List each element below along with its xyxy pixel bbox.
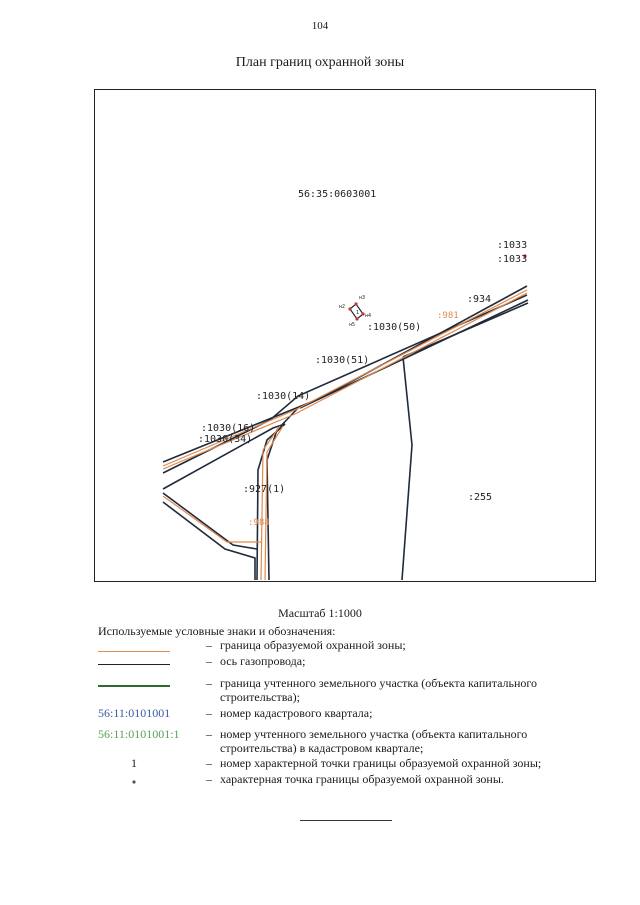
quarter-number-symbol: 56:11:0101001 [98, 706, 171, 720]
zone-point-number: н5 [349, 322, 356, 328]
parcel-number-label: :934 [467, 294, 492, 305]
parcel-number-label: :927(1) [243, 484, 286, 495]
point-number-symbol: 1 [131, 756, 137, 770]
zone-point-number: н2 [339, 304, 346, 310]
legend-dash: – [206, 654, 212, 668]
parcel-number-label: :1030(34) [198, 434, 253, 445]
zone-point-number: н3 [359, 295, 366, 301]
legend-text: номер учтенного земельного участка (объекта капитального строительства) в кадастровом квартале; [220, 727, 528, 755]
parcel-number-label: :984 [248, 518, 270, 528]
legend-text: номер характерной точки границы образуемой охранной зоны; [220, 756, 542, 770]
parcel-number-label: :1030(16) [201, 423, 256, 434]
legend-dash: – [206, 727, 212, 741]
legend-text: ось газопровода; [220, 654, 306, 668]
page-title: План границ охранной зоны [235, 55, 405, 70]
parcel-number-label: :1033 [497, 240, 528, 251]
legend-text: граница учтенного земельного участка (объекта капитального строительства); [220, 676, 538, 704]
zone-point-symbol-icon [98, 772, 170, 786]
parcel-boundary-line [163, 493, 257, 549]
boundary-map [95, 90, 596, 582]
zone-point-icon [348, 307, 351, 310]
parcel-number-label: :1030(50) [367, 322, 422, 333]
parcel-number-symbol: 56:11:0101001:1 [98, 727, 180, 741]
zone-point-number: н4 [365, 313, 372, 319]
legend-dash: – [206, 638, 212, 652]
zone-boundary-symbol [98, 651, 170, 652]
zone-point-icon [355, 317, 358, 320]
parcel-number-label: :1030(14) [256, 391, 311, 402]
legend-dash: – [206, 772, 212, 786]
parcel-boundary-symbol [98, 685, 170, 687]
zone-point-icon [354, 302, 357, 305]
legend-text: номер кадастрового квартала; [220, 706, 373, 720]
parcel-number-label: :1033 [497, 254, 528, 265]
zone-point-number: 1 [356, 310, 360, 316]
zone-boundary-line [163, 496, 261, 542]
parcel-number-label: :255 [468, 492, 493, 503]
legend-title: Используемые условные знаки и обозначения: [98, 624, 336, 638]
legend-dash: – [206, 756, 212, 770]
legend-dash: – [206, 676, 212, 690]
page-number: 104 [311, 20, 329, 32]
parcel-boundary-line [402, 357, 412, 580]
parcel-number-label: :981 [437, 311, 459, 321]
legend-text: характерная точка границы образуемой охранной зоны. [220, 772, 504, 786]
legend-text: граница образуемой охранной зоны; [220, 638, 406, 652]
scale-label: Масштаб 1:1000 [278, 606, 362, 620]
parcel-boundary-line [403, 303, 528, 357]
parcel-number-label: :1030(51) [315, 355, 370, 366]
parcel-boundary-line [300, 300, 528, 408]
parcel-boundary-line [163, 502, 255, 580]
axis-line-symbol [98, 664, 170, 665]
footer-rule [300, 820, 392, 821]
map-frame [94, 89, 596, 582]
legend-dash: – [206, 706, 212, 720]
quarter-number-label: 56:35:0603001 [298, 189, 377, 200]
